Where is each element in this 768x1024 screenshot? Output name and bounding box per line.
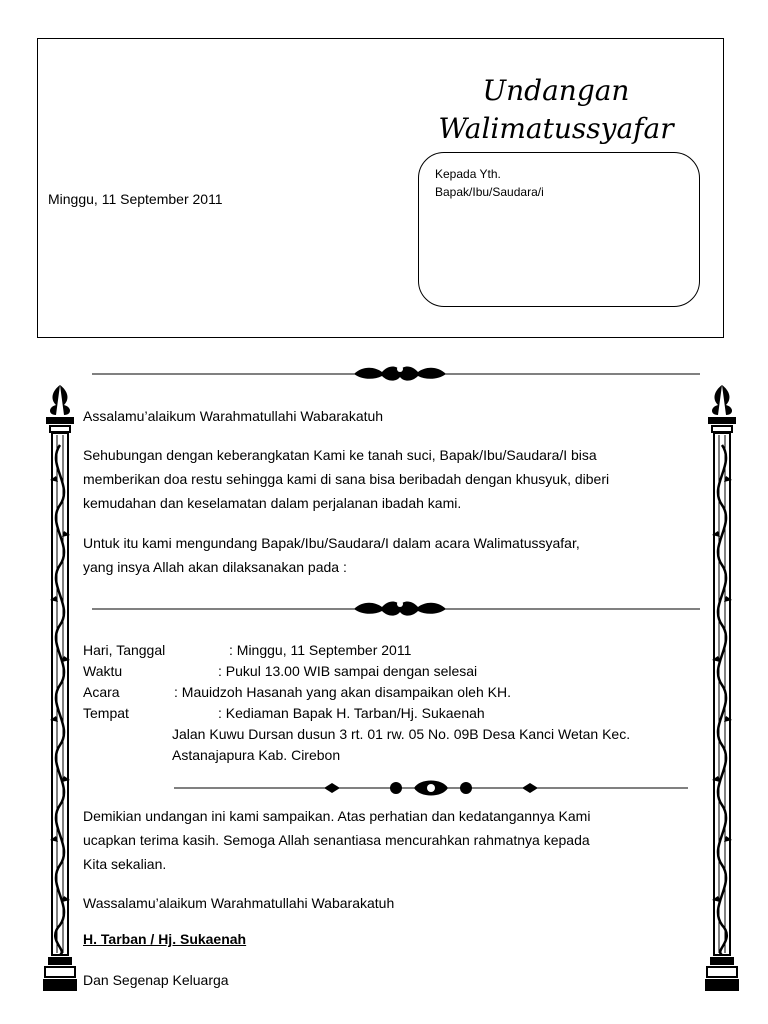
envelope-date: Minggu, 11 September 2011 bbox=[48, 191, 223, 207]
greeting: Assalamu’alaikum Warahmatullahi Wabarakatuh bbox=[83, 408, 384, 424]
detail-address-text: Jalan Kuwu Dursan dusun 3 rt. 01 rw. 05 No. 09B Desa Kanci Wetan Kec. bbox=[172, 726, 631, 742]
detail-address-text: Astanajapura Kab. Cirebon bbox=[172, 747, 341, 763]
left-pillar-ornament bbox=[42, 385, 78, 1000]
paragraph-intro bbox=[83, 443, 683, 515]
detail-value: : Kediaman Bapak H. Tarban/Hj. Sukaenah bbox=[218, 705, 485, 721]
detail-value: : Minggu, 11 September 2011 bbox=[229, 642, 412, 658]
paragraph-invitation bbox=[83, 531, 683, 579]
paragraph-invitation-line: Untuk itu kami mengundang Bapak/Ibu/Saudara/I dalam acara Walimatussyafar, bbox=[83, 535, 580, 551]
right-pillar-ornament bbox=[704, 385, 740, 1000]
title-line-2: Walimatussyafar bbox=[438, 112, 674, 145]
paragraph-closing-line: ucapkan terima kasih. Semoga Allah senantiasa mencurahkan rahmatnya kepada bbox=[83, 832, 590, 848]
paragraph-closing-line: Demikian undangan ini kami sampaikan. Atas perhatian dan kedatangannya Kami bbox=[83, 808, 591, 824]
farewell: Wassalamu’alaikum Warahmatullahi Wabarakatuh bbox=[83, 895, 395, 911]
detail-value: : Pukul 13.00 WIB sampai dengan selesai bbox=[218, 663, 478, 679]
paragraph-closing-line: Kita sekalian. bbox=[83, 856, 167, 872]
title-line-1: Undangan bbox=[482, 74, 630, 107]
signature: H. Tarban / Hj. Sukaenah bbox=[83, 931, 247, 947]
address-line-1: Kepada Yth. bbox=[435, 167, 501, 181]
detail-label: Acara bbox=[83, 684, 120, 700]
ornament-divider-top bbox=[92, 362, 700, 386]
paragraph-invitation-line: yang insya Allah akan dilaksanakan pada : bbox=[83, 559, 347, 575]
detail-label: Tempat bbox=[83, 705, 129, 721]
invitation-title bbox=[420, 72, 692, 148]
detail-label: Hari, Tanggal bbox=[83, 642, 166, 658]
paragraph-intro-line: Sehubungan dengan keberangkatan Kami ke tanah suci, Bapak/Ibu/Saudara/I bisa bbox=[83, 447, 597, 463]
ornament-divider-floral bbox=[174, 776, 688, 800]
paragraph-intro-line: kemudahan dan keselamatan dalam perjalanan ibadah kami. bbox=[83, 495, 462, 511]
detail-label: Waktu bbox=[83, 663, 123, 679]
paragraph-closing bbox=[83, 804, 683, 876]
detail-value: : Mauidzoh Hasanah yang akan disampaikan oleh KH. bbox=[174, 684, 511, 700]
address-line-2: Bapak/Ibu/Saudara/i bbox=[435, 185, 544, 199]
address-box bbox=[418, 152, 700, 307]
ornament-divider-middle bbox=[92, 597, 700, 621]
family-line: Dan Segenap Keluarga bbox=[83, 972, 229, 988]
paragraph-intro-line: memberikan doa restu sehingga kami di sana bisa beribadah dengan khusyuk, diberi bbox=[83, 471, 610, 487]
